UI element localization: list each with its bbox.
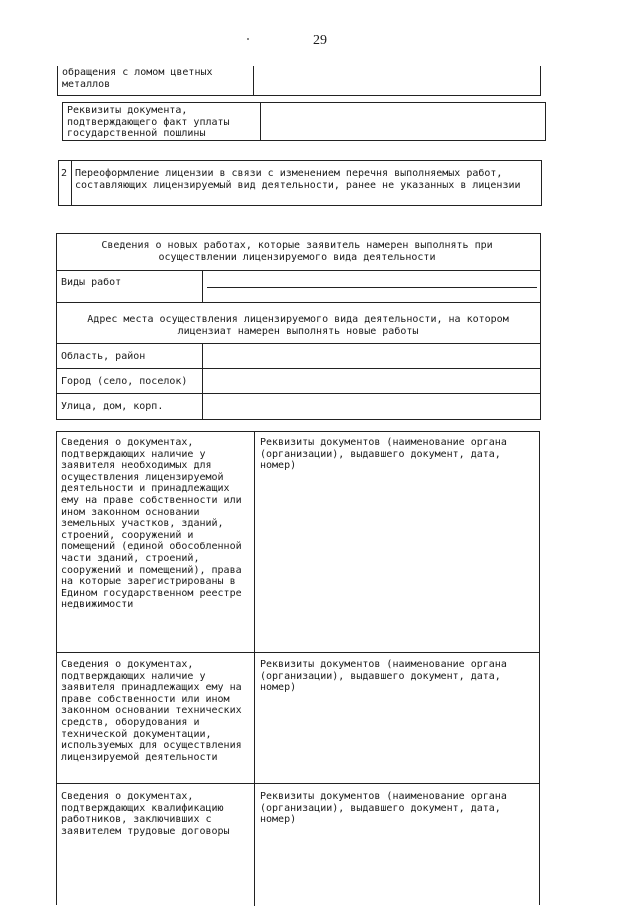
top-fragment-text: обращения с ломом цветных металлов xyxy=(62,67,213,90)
city-field[interactable] xyxy=(203,369,539,393)
address-divider xyxy=(202,343,203,419)
state-fee-divider xyxy=(260,103,261,141)
document-details[interactable]: Реквизиты документов (наименование органа (организации), выдавшего документ, дата, номер) xyxy=(260,791,507,826)
section-2-box xyxy=(58,160,542,206)
state-fee-value[interactable] xyxy=(265,105,535,137)
row-line xyxy=(57,302,540,303)
document-label: Сведения о документах, подтверждающих квалификацию работников, заключивших с заявителем трудовые договоры xyxy=(61,791,230,837)
top-fragment-divider xyxy=(253,66,254,95)
documents-divider xyxy=(254,432,255,906)
document-label: Сведения о документах, подтверждающих наличие у заявителя принадлежащих ему на праве собственности или ином законном основании технических средств, оборудования и технической документации, используемых для осуществления лицензируемой деятельности xyxy=(61,659,242,763)
region-label: Область, район xyxy=(61,351,146,362)
new-works-header: Сведения о новых работах, которые заявитель намерен выполнять при осуществлении лицензируемого вида деятельности xyxy=(101,240,493,263)
document-details[interactable]: Реквизиты документов (наименование органа (организации), выдавшего документ, дата, номер) xyxy=(260,437,507,472)
region-field[interactable] xyxy=(203,344,539,368)
section-2-number: 2 xyxy=(61,168,68,179)
page-number: 29 xyxy=(313,33,327,48)
work-types-divider xyxy=(202,270,203,302)
state-fee-table xyxy=(62,102,546,141)
scan-speck xyxy=(247,38,249,40)
street-field[interactable] xyxy=(203,394,539,419)
state-fee-label: Реквизиты документа, подтверждающего факт уплаты государственной пошлины xyxy=(67,105,230,140)
address-header: Адрес места осуществления лицензируемого вида деятельности, на котором лицензиат намерен выполнять новые работы xyxy=(87,314,509,337)
row-line xyxy=(57,783,539,784)
street-label: Улица, дом, корп. xyxy=(61,401,164,412)
section-2-title: Переоформление лицензии в связи с изменением перечня выполняемых работ, составляющих лицензируемый вид деятельности, ранее не указанных в лицензии xyxy=(75,168,521,191)
top-fragment-table xyxy=(57,66,541,96)
city-label: Город (село, поселок) xyxy=(61,376,188,387)
row-line xyxy=(57,652,539,653)
documents-table xyxy=(56,431,540,905)
section-2-divider xyxy=(71,161,72,206)
document-label: Сведения о документах, подтверждающих наличие у заявителя необходимых для осуществления лицензируемой деятельности и принадлежащих ему на праве собственности или ином законном основании земельных участков, зданий, строений, сооружений и помещений (единой обособленной части зданий, строений, сооружений и помещений), права на которые зарегистрированы в Едином государственном реестре недвижимости xyxy=(61,437,242,611)
work-types-field[interactable] xyxy=(207,287,537,288)
document-details[interactable]: Реквизиты документов (наименование органа (организации), выдавшего документ, дата, номер) xyxy=(260,659,507,694)
work-types-label: Виды работ xyxy=(61,277,122,288)
new-works-table xyxy=(56,233,541,420)
row-line xyxy=(57,270,540,271)
